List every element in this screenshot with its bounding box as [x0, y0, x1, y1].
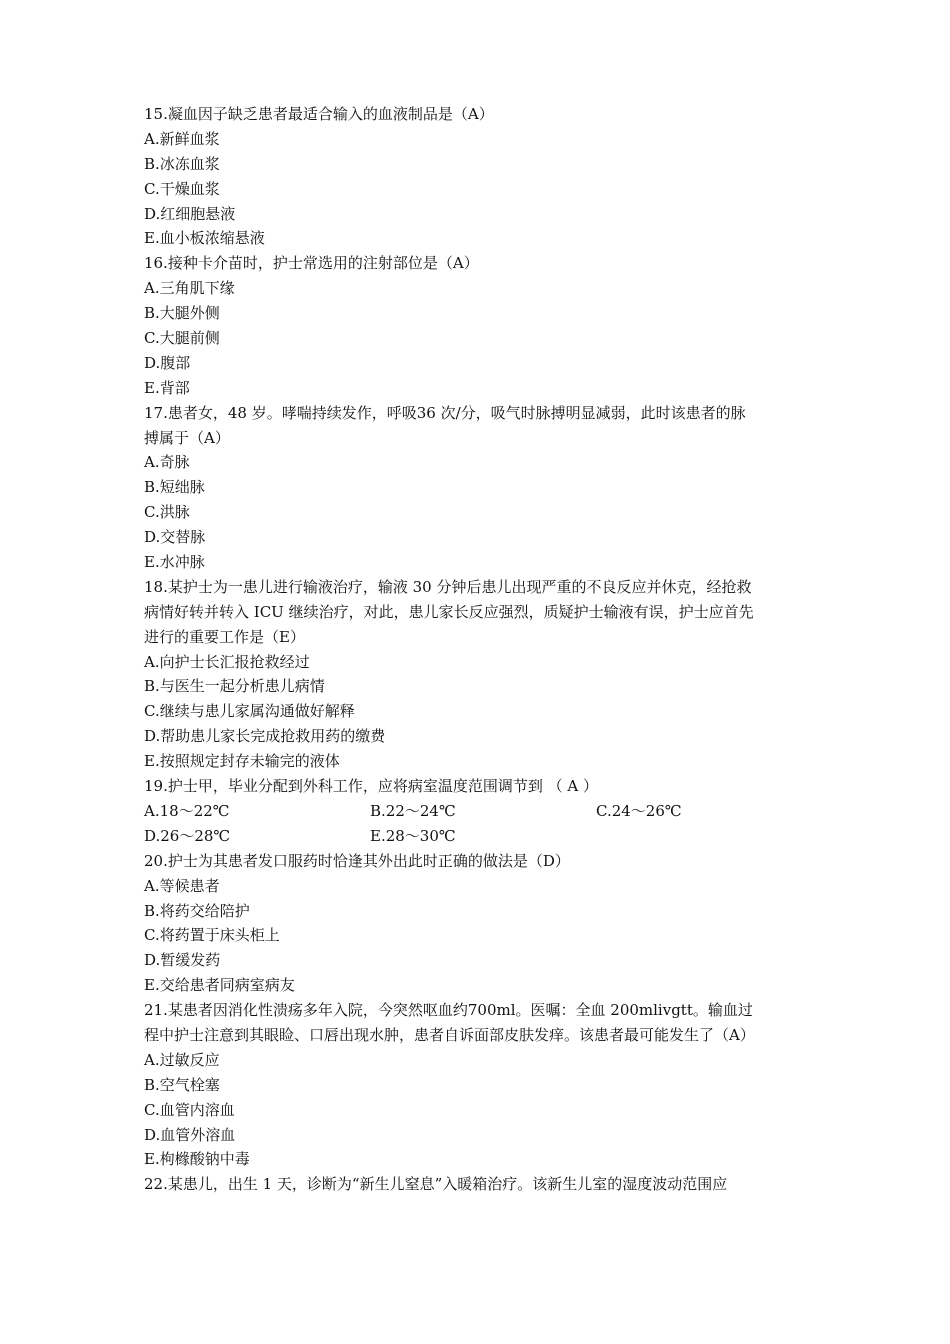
question-21-title-line-1: 21.某患者因消化性溃疡多年入院，今突然呕血约700ml。医嘱：全血 200mlivgtt。输血过	[144, 1001, 753, 1020]
question-20-option-c: C.将药置于床头柜上	[144, 926, 280, 945]
question-15-option-c: C.干燥血浆	[144, 179, 220, 198]
question-18-title-line-3: 进行的重要工作是（E）	[144, 627, 305, 646]
question-18-title-line-2: 病情好转并转入 ICU 继续治疗，对此，患儿家长反应强烈，质疑护士输液有误，护士应首先	[144, 602, 754, 621]
question-17-option-e: E.水冲脉	[144, 553, 205, 572]
question-15-option-b: B.冰冻血浆	[144, 154, 220, 173]
question-21-title-line-2: 程中护士注意到其眼睑、口唇出现水肿，患者自诉面部皮肤发痒。该患者最可能发生了（A）	[144, 1025, 755, 1044]
question-21-option-e: E.枸橼酸钠中毒	[144, 1150, 250, 1169]
question-18-title-line-1: 18.某护士为一患儿进行输液治疗，输液 30 分钟后患儿出现严重的不良反应并休克，经抢救	[144, 577, 752, 596]
question-22-title: 22.某患儿，出生 1 天，诊断为“新生儿窒息”入暖箱治疗。该新生儿室的湿度波动范围应	[144, 1175, 728, 1194]
question-16-option-d: D.腹部	[144, 353, 191, 372]
question-20-option-a: A.等候患者	[144, 876, 220, 895]
question-20-option-d: D.暂缓发药	[144, 951, 221, 970]
question-21-option-c: C.血管内溶血	[144, 1100, 235, 1119]
question-15-option-a: A.新鲜血浆	[144, 129, 220, 148]
question-19-options-row-1	[144, 799, 824, 824]
question-17-option-b: B.短绌脉	[144, 478, 205, 497]
question-16-option-b: B.大腿外侧	[144, 304, 220, 323]
question-17-option-d: D.交替脉	[144, 528, 206, 547]
question-17-title-line-2: 搏属于（A）	[144, 428, 230, 447]
question-20-option-e: E.交给患者同病室病友	[144, 976, 295, 995]
question-16-option-c: C.大腿前侧	[144, 329, 220, 348]
question-16-option-a: A.三角肌下缘	[144, 279, 235, 298]
question-20-title: 20.护士为其患者发口服药时恰逢其外出此时正确的做法是（D）	[144, 851, 570, 870]
question-21-option-d: D.血管外溶血	[144, 1125, 236, 1144]
question-18-option-d: D.帮助患儿家长完成抢救用药的缴费	[144, 727, 386, 746]
question-19-option-b: B.22～24℃	[370, 801, 456, 820]
question-15-option-e: E.血小板浓缩悬液	[144, 229, 265, 248]
question-18-option-c: C.继续与患儿家属沟通做好解释	[144, 702, 355, 721]
question-21-option-b: B.空气栓塞	[144, 1075, 220, 1094]
question-21-option-a: A.过敏反应	[144, 1050, 220, 1069]
question-list	[144, 102, 824, 1197]
question-17-option-a: A.奇脉	[144, 453, 190, 472]
question-15-title: 15.凝血因子缺乏患者最适合输入的血液制品是（A）	[144, 105, 494, 123]
question-18-option-e: E.按照规定封存未输完的液体	[144, 752, 340, 771]
question-19-option-c: C.24～26℃	[596, 801, 682, 820]
question-17-option-c: C.洪脉	[144, 503, 190, 522]
question-16-option-e: E.背部	[144, 378, 190, 397]
question-19-option-e: E.28～30℃	[370, 826, 456, 845]
question-19-title: 19.护士甲，毕业分配到外科工作，应将病室温度范围调节到 （ A ）	[144, 777, 598, 796]
question-19-option-a: A.18～22℃	[144, 801, 230, 820]
question-18-option-a: A.向护士长汇报抢救经过	[144, 652, 310, 671]
question-16-title: 16.接种卡介苗时，护士常选用的注射部位是（A）	[144, 254, 479, 273]
question-15-option-d: D.红细胞悬液	[144, 204, 236, 223]
question-17-title-line-1: 17.患者女，48 岁。哮喘持续发作，呼吸36 次/分，吸气时脉搏明显减弱，此时该患者的脉	[144, 403, 746, 422]
question-18-option-b: B.与医生一起分析患儿病情	[144, 677, 325, 696]
question-20-option-b: B.将药交给陪护	[144, 901, 250, 920]
question-19-option-d: D.26～28℃	[144, 826, 231, 845]
question-19-options-row-2	[144, 824, 824, 849]
